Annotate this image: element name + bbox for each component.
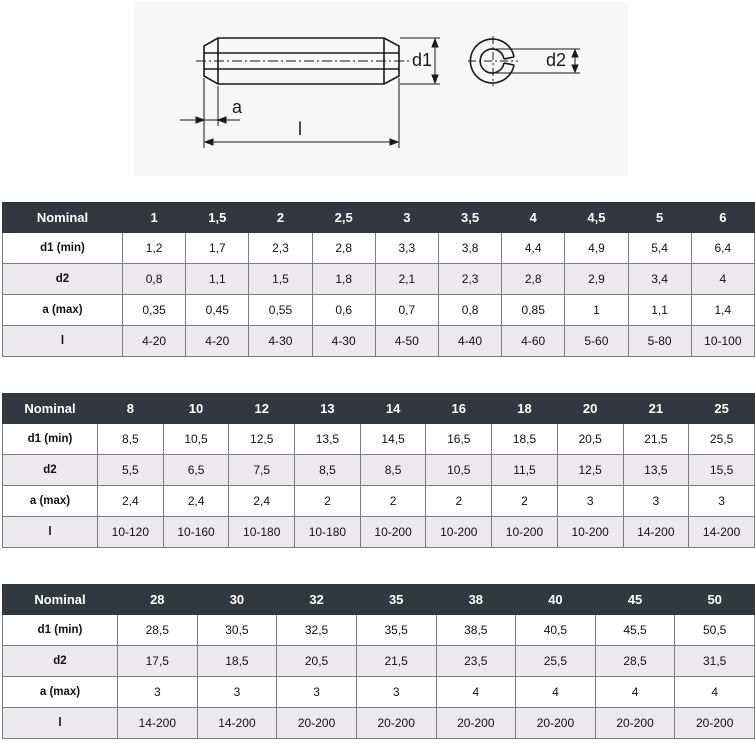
l-value-cell: 10-200 xyxy=(360,517,426,548)
pin-side-view xyxy=(196,38,409,84)
d1-value-cell: 5,4 xyxy=(628,233,691,264)
l-value-cell: 4-40 xyxy=(438,326,501,357)
row-label-a: a (max) xyxy=(3,295,123,326)
row-label-l: l xyxy=(3,326,123,357)
l-value-cell: 5-80 xyxy=(628,326,691,357)
row-label-d2: d2 xyxy=(3,646,118,677)
d1-value-cell: 35,5 xyxy=(356,615,436,646)
spring-pin-drawing xyxy=(134,2,628,176)
l-value-cell: 14-200 xyxy=(197,708,277,739)
nominal-size-cell: 40 xyxy=(516,585,596,615)
d1-value-cell: 50,5 xyxy=(675,615,755,646)
nominal-size-cell: 1 xyxy=(123,203,186,233)
nominal-size-cell: 28 xyxy=(118,585,198,615)
l-value-cell: 4-30 xyxy=(249,326,312,357)
d2-value-cell: 3,4 xyxy=(628,264,691,295)
a-value-cell: 3 xyxy=(557,486,623,517)
nominal-size-cell: 6 xyxy=(691,203,754,233)
d1-value-cell: 1,2 xyxy=(123,233,186,264)
d2-value-cell: 18,5 xyxy=(197,646,277,677)
d1-value-cell: 6,4 xyxy=(691,233,754,264)
d2-value-cell: 31,5 xyxy=(675,646,755,677)
d2-value-cell: 4 xyxy=(691,264,754,295)
a-value-cell: 4 xyxy=(436,677,516,708)
a-value-cell: 0,55 xyxy=(249,295,312,326)
nominal-size-cell: 25 xyxy=(689,394,755,424)
nominal-size-cell: 4,5 xyxy=(565,203,628,233)
d1-value-cell: 4,9 xyxy=(565,233,628,264)
d2-value-cell: 17,5 xyxy=(118,646,198,677)
l-value-cell: 10-200 xyxy=(492,517,558,548)
l-value-cell: 4-50 xyxy=(375,326,438,357)
dimension-table-2 xyxy=(2,393,755,548)
d2-value-cell: 8,5 xyxy=(295,455,361,486)
d1-value-cell: 45,5 xyxy=(595,615,675,646)
a-value-cell: 2 xyxy=(492,486,558,517)
table-row-d1 xyxy=(3,424,755,455)
d1-value-cell: 3,8 xyxy=(438,233,501,264)
nominal-size-cell: 3,5 xyxy=(438,203,501,233)
d1-value-cell: 2,8 xyxy=(312,233,375,264)
l-value-cell: 20-200 xyxy=(277,708,357,739)
d2-value-cell: 1,1 xyxy=(186,264,249,295)
d2-value-cell: 20,5 xyxy=(277,646,357,677)
table-row-l xyxy=(3,517,755,548)
d2-value-cell: 2,3 xyxy=(438,264,501,295)
row-label-nominal: Nominal xyxy=(3,585,118,615)
a-value-cell: 1 xyxy=(565,295,628,326)
l-value-cell: 10-160 xyxy=(163,517,229,548)
d1-value-cell: 12,5 xyxy=(229,424,295,455)
a-value-cell: 1,1 xyxy=(628,295,691,326)
d2-value-cell: 12,5 xyxy=(557,455,623,486)
d1-value-cell: 18,5 xyxy=(492,424,558,455)
d2-value-cell: 10,5 xyxy=(426,455,492,486)
a-value-cell: 2,4 xyxy=(98,486,164,517)
nominal-size-cell: 45 xyxy=(595,585,675,615)
d1-value-cell: 3,3 xyxy=(375,233,438,264)
nominal-size-cell: 14 xyxy=(360,394,426,424)
table-row-l xyxy=(3,708,755,739)
a-value-cell: 3 xyxy=(277,677,357,708)
header-row xyxy=(3,203,755,233)
a-value-cell: 0,7 xyxy=(375,295,438,326)
a-value-cell: 0,6 xyxy=(312,295,375,326)
nominal-size-cell: 5 xyxy=(628,203,691,233)
table-row-a xyxy=(3,295,755,326)
d1-value-cell: 20,5 xyxy=(557,424,623,455)
l-value-cell: 10-180 xyxy=(295,517,361,548)
row-label-d2: d2 xyxy=(3,264,123,295)
a-value-cell: 2 xyxy=(426,486,492,517)
d1-value-cell: 1,7 xyxy=(186,233,249,264)
nominal-size-cell: 35 xyxy=(356,585,436,615)
header-row xyxy=(3,394,755,424)
header-row xyxy=(3,585,755,615)
a-value-cell: 0,85 xyxy=(502,295,565,326)
technical-drawing xyxy=(134,2,628,176)
d2-value-cell: 2,8 xyxy=(502,264,565,295)
d2-value-cell: 2,9 xyxy=(565,264,628,295)
row-label-d2: d2 xyxy=(3,455,98,486)
a-value-cell: 1,4 xyxy=(691,295,754,326)
table-row-d2 xyxy=(3,646,755,677)
d2-value-cell: 11,5 xyxy=(492,455,558,486)
table-row-l xyxy=(3,326,755,357)
a-label: a xyxy=(232,97,243,117)
l-value-cell: 20-200 xyxy=(675,708,755,739)
a-value-cell: 3 xyxy=(623,486,689,517)
nominal-size-cell: 12 xyxy=(229,394,295,424)
d2-value-cell: 1,5 xyxy=(249,264,312,295)
l-value-cell: 20-200 xyxy=(356,708,436,739)
d1-value-cell: 28,5 xyxy=(118,615,198,646)
d2-value-cell: 0,8 xyxy=(123,264,186,295)
d1-value-cell: 21,5 xyxy=(623,424,689,455)
d1-value-cell: 38,5 xyxy=(436,615,516,646)
row-label-nominal: Nominal xyxy=(3,203,123,233)
a-value-cell: 2,4 xyxy=(229,486,295,517)
a-value-cell: 2 xyxy=(295,486,361,517)
d1-value-cell: 30,5 xyxy=(197,615,277,646)
l-value-cell: 14-200 xyxy=(623,517,689,548)
nominal-size-cell: 10 xyxy=(163,394,229,424)
d2-value-cell: 7,5 xyxy=(229,455,295,486)
l-value-cell: 10-120 xyxy=(98,517,164,548)
l-value-cell: 4-30 xyxy=(312,326,375,357)
nominal-size-cell: 20 xyxy=(557,394,623,424)
nominal-size-cell: 4 xyxy=(502,203,565,233)
d1-label: d1 xyxy=(412,50,433,70)
nominal-size-cell: 2 xyxy=(249,203,312,233)
a-value-cell: 0,8 xyxy=(438,295,501,326)
d2-value-cell: 8,5 xyxy=(360,455,426,486)
row-label-nominal: Nominal xyxy=(3,394,98,424)
l-value-cell: 14-200 xyxy=(689,517,755,548)
l-value-cell: 20-200 xyxy=(516,708,596,739)
nominal-size-cell: 3 xyxy=(375,203,438,233)
d2-value-cell: 25,5 xyxy=(516,646,596,677)
a-value-cell: 2 xyxy=(360,486,426,517)
d2-value-cell: 15,5 xyxy=(689,455,755,486)
nominal-size-cell: 18 xyxy=(492,394,558,424)
d1-value-cell: 8,5 xyxy=(98,424,164,455)
table-row-d1 xyxy=(3,233,755,264)
table-row-d2 xyxy=(3,264,755,295)
a-value-cell: 4 xyxy=(675,677,755,708)
d1-value-cell: 13,5 xyxy=(295,424,361,455)
l-value-cell: 10-100 xyxy=(691,326,754,357)
pin-end-view xyxy=(468,36,518,86)
dimension-table-1 xyxy=(2,202,755,357)
table-row-d1 xyxy=(3,615,755,646)
d1-value-cell: 2,3 xyxy=(249,233,312,264)
d2-value-cell: 23,5 xyxy=(436,646,516,677)
l-value-cell: 10-200 xyxy=(557,517,623,548)
a-value-cell: 4 xyxy=(595,677,675,708)
d2-label: d2 xyxy=(546,50,567,70)
d2-value-cell: 21,5 xyxy=(356,646,436,677)
d1-value-cell: 25,5 xyxy=(689,424,755,455)
a-value-cell: 3 xyxy=(356,677,436,708)
l-label: l xyxy=(298,119,302,139)
row-label-d1: d1 (min) xyxy=(3,233,123,264)
row-label-a: a (max) xyxy=(3,486,98,517)
d1-value-cell: 4,4 xyxy=(502,233,565,264)
d1-value-cell: 32,5 xyxy=(277,615,357,646)
nominal-size-cell: 1,5 xyxy=(186,203,249,233)
l-value-cell: 14-200 xyxy=(118,708,198,739)
a-value-cell: 4 xyxy=(516,677,596,708)
nominal-size-cell: 21 xyxy=(623,394,689,424)
nominal-size-cell: 30 xyxy=(197,585,277,615)
a-value-cell: 3 xyxy=(118,677,198,708)
l-value-cell: 4-20 xyxy=(123,326,186,357)
table-row-a xyxy=(3,486,755,517)
a-value-cell: 3 xyxy=(197,677,277,708)
row-label-d1: d1 (min) xyxy=(3,615,118,646)
nominal-size-cell: 32 xyxy=(277,585,357,615)
nominal-size-cell: 2,5 xyxy=(312,203,375,233)
a-dimension xyxy=(180,78,240,148)
d2-value-cell: 5,5 xyxy=(98,455,164,486)
a-value-cell: 0,35 xyxy=(123,295,186,326)
l-value-cell: 20-200 xyxy=(595,708,675,739)
l-value-cell: 5-60 xyxy=(565,326,628,357)
nominal-size-cell: 13 xyxy=(295,394,361,424)
row-label-a: a (max) xyxy=(3,677,118,708)
l-value-cell: 4-60 xyxy=(502,326,565,357)
l-value-cell: 10-180 xyxy=(229,517,295,548)
d2-dimension xyxy=(496,49,580,73)
l-value-cell: 20-200 xyxy=(436,708,516,739)
row-label-d1: d1 (min) xyxy=(3,424,98,455)
d1-value-cell: 14,5 xyxy=(360,424,426,455)
table-row-d2 xyxy=(3,455,755,486)
nominal-size-cell: 50 xyxy=(675,585,755,615)
table-row-a xyxy=(3,677,755,708)
d1-value-cell: 10,5 xyxy=(163,424,229,455)
d1-value-cell: 16,5 xyxy=(426,424,492,455)
d2-value-cell: 1,8 xyxy=(312,264,375,295)
nominal-size-cell: 8 xyxy=(98,394,164,424)
dimension-table-3 xyxy=(2,584,755,739)
nominal-size-cell: 38 xyxy=(436,585,516,615)
d1-value-cell: 40,5 xyxy=(516,615,596,646)
l-value-cell: 4-20 xyxy=(186,326,249,357)
a-value-cell: 3 xyxy=(689,486,755,517)
d2-value-cell: 28,5 xyxy=(595,646,675,677)
a-value-cell: 0,45 xyxy=(186,295,249,326)
row-label-l: l xyxy=(3,708,118,739)
d2-value-cell: 2,1 xyxy=(375,264,438,295)
row-label-l: l xyxy=(3,517,98,548)
l-value-cell: 10-200 xyxy=(426,517,492,548)
nominal-size-cell: 16 xyxy=(426,394,492,424)
d2-value-cell: 13,5 xyxy=(623,455,689,486)
a-value-cell: 2,4 xyxy=(163,486,229,517)
d2-value-cell: 6,5 xyxy=(163,455,229,486)
